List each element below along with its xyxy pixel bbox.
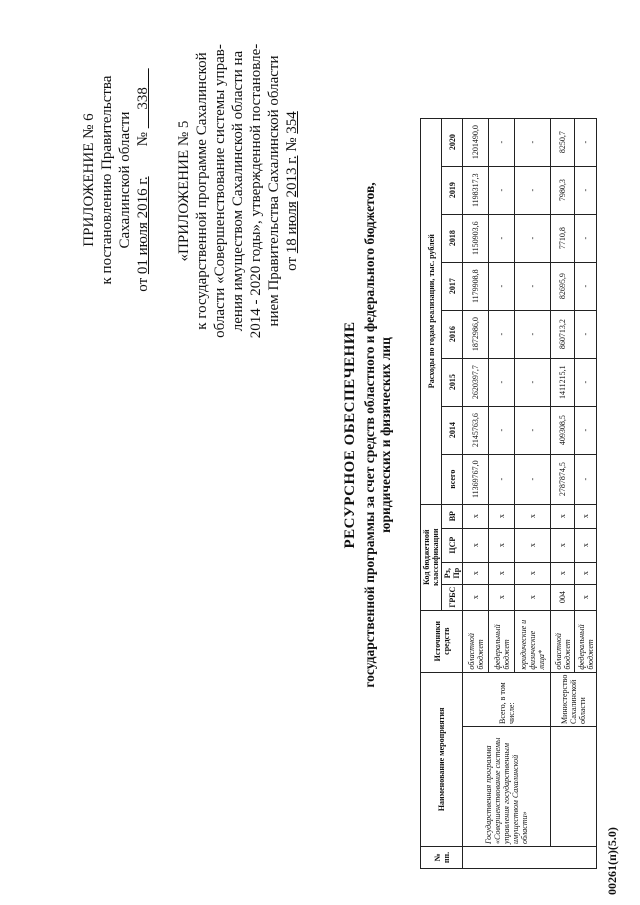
appendix-title: ПРИЛОЖЕНИЕ № 6: [81, 113, 97, 247]
table-cell: x: [551, 562, 575, 584]
table-cell: -: [489, 358, 515, 406]
table-cell: 1201490,0: [463, 118, 489, 166]
document-code: 00261(п)(5.0): [605, 827, 619, 895]
header-2016: 2016: [442, 310, 463, 358]
table-cell: x: [489, 584, 515, 610]
header-2019: 2019: [442, 166, 463, 214]
table-cell: x: [489, 528, 515, 562]
quote-date-line: от 18 июля 2013 г. № 354: [284, 111, 300, 271]
table-cell: -: [489, 454, 515, 504]
table-cell: 82695,9: [551, 262, 575, 310]
cell-empty: [551, 727, 597, 847]
quote-line: области «Совершенствование системы управ-: [212, 44, 228, 338]
table-cell: 1411215,1: [551, 358, 575, 406]
title-subtitle: юридических и физических лиц: [378, 337, 393, 533]
table-cell: -: [489, 118, 515, 166]
table-cell: x: [515, 584, 551, 610]
quote-date: 18 июля: [284, 201, 300, 254]
table-cell: 1150903,6: [463, 214, 489, 262]
all-label: Всего, в том числе:: [463, 672, 551, 726]
program-name: Государственная программа «Совершенствование системы управления государственным имуществом Сахалинской области»: [463, 727, 551, 847]
header-2014: 2014: [442, 406, 463, 454]
quote-line: ления имуществом Сахалинской области на: [230, 50, 246, 332]
table-cell: 7980,3: [551, 166, 575, 214]
quoted-appendix: [175, 25, 301, 357]
ministry-cell: Министерство Сахалинской области: [551, 672, 597, 726]
table-cell: -: [489, 310, 515, 358]
table-cell: -: [575, 262, 597, 310]
header-csr: ЦСР: [442, 528, 463, 562]
table-cell: -: [515, 358, 551, 406]
table-cell: -: [575, 310, 597, 358]
table-row: [463, 118, 489, 868]
number-label: №: [135, 132, 151, 147]
appendix-date: 01 июля 2016 г.: [135, 176, 151, 275]
source-cell: областной бюджет: [551, 610, 575, 672]
table-cell: 409308,5: [551, 406, 575, 454]
table-cell: 1872986,0: [463, 310, 489, 358]
table-cell: 1198317,3: [463, 166, 489, 214]
table-cell: -: [575, 118, 597, 166]
appendix-number: 338: [135, 87, 151, 110]
quote-line: к государственной программе Сахалинской: [194, 52, 210, 330]
table-cell: x: [463, 528, 489, 562]
header-2017: 2017: [442, 262, 463, 310]
header-total: всего: [442, 454, 463, 504]
table-cell: -: [515, 118, 551, 166]
table-cell: x: [489, 504, 515, 528]
header-expenses: Расходы по годам реализации, тыс. рублей: [421, 118, 442, 504]
title-subtitle: государственной программы за счет средств областного и федерального бюджетов,: [362, 182, 377, 688]
table-cell: x: [515, 504, 551, 528]
appendix-date-line: [134, 45, 152, 315]
table-cell: x: [463, 584, 489, 610]
table-cell: x: [575, 528, 597, 562]
source-cell: федеральный бюджет: [489, 610, 515, 672]
quote-title: «ПРИЛОЖЕНИЕ № 5: [176, 120, 192, 262]
table-cell: -: [515, 310, 551, 358]
table-cell: -: [575, 214, 597, 262]
document-title: [342, 165, 394, 705]
header-grbs: ГРБС: [442, 584, 463, 610]
resource-table: [420, 118, 597, 869]
table-cell: 11369767,0: [463, 454, 489, 504]
header-2015: 2015: [442, 358, 463, 406]
table-cell: -: [575, 454, 597, 504]
quote-year: 2013 г.: [284, 155, 300, 198]
from-label: от: [135, 277, 151, 292]
header-num: № пп.: [421, 847, 463, 869]
table-cell: -: [575, 358, 597, 406]
header-2020: 2020: [442, 118, 463, 166]
quote-line: 2014 - 2020 годы», утвержденной постановле-: [248, 43, 264, 339]
table-cell: x: [575, 504, 597, 528]
table-cell: 7710,8: [551, 214, 575, 262]
header-2018: 2018: [442, 214, 463, 262]
table-cell: x: [551, 504, 575, 528]
table-cell: 8250,7: [551, 118, 575, 166]
title-main: РЕСУРСНОЕ ОБЕСПЕЧЕНИЕ: [342, 321, 358, 549]
table-cell: -: [489, 262, 515, 310]
source-cell: юридические и физические лица*: [515, 610, 551, 672]
table-cell: x: [575, 584, 597, 610]
quote-line: нием Правительства Сахалинской области: [266, 55, 282, 327]
table-cell: -: [489, 214, 515, 262]
table-cell: 860713,2: [551, 310, 575, 358]
header-rzpr: Рз, Пр: [442, 562, 463, 584]
table-cell: 1179908,8: [463, 262, 489, 310]
table-cell: -: [515, 262, 551, 310]
table-cell: -: [515, 214, 551, 262]
table-cell: x: [515, 528, 551, 562]
source-cell: областной бюджет: [463, 610, 489, 672]
table-cell: -: [515, 454, 551, 504]
table-cell: x: [575, 562, 597, 584]
table-cell: -: [575, 166, 597, 214]
table-cell: x: [463, 562, 489, 584]
table-cell: 2620397,7: [463, 358, 489, 406]
table-row: [551, 118, 575, 868]
table-cell: x: [463, 504, 489, 528]
appendix-header: [80, 45, 152, 315]
header-vr: ВР: [442, 504, 463, 528]
table-cell: -: [489, 166, 515, 214]
table-cell: x: [489, 562, 515, 584]
table-cell: 004: [551, 584, 575, 610]
header-name: Наименование мероприятия: [421, 672, 463, 846]
table-cell: -: [489, 406, 515, 454]
table-cell: x: [551, 528, 575, 562]
cell-num: [463, 847, 597, 869]
source-cell: федеральный бюджет: [575, 610, 597, 672]
appendix-line: к постановлению Правительства: [99, 75, 115, 285]
table-cell: -: [515, 406, 551, 454]
table-cell: -: [575, 406, 597, 454]
appendix-line: Сахалинской области: [117, 111, 133, 249]
header-source: Источники средств: [421, 610, 463, 672]
header-kbk: Код бюджетной классификации: [421, 504, 442, 610]
table-cell: 2787874,5: [551, 454, 575, 504]
table-cell: -: [515, 166, 551, 214]
quote-number: 354: [284, 111, 300, 134]
table-cell: 2145763,6: [463, 406, 489, 454]
table-cell: x: [515, 562, 551, 584]
